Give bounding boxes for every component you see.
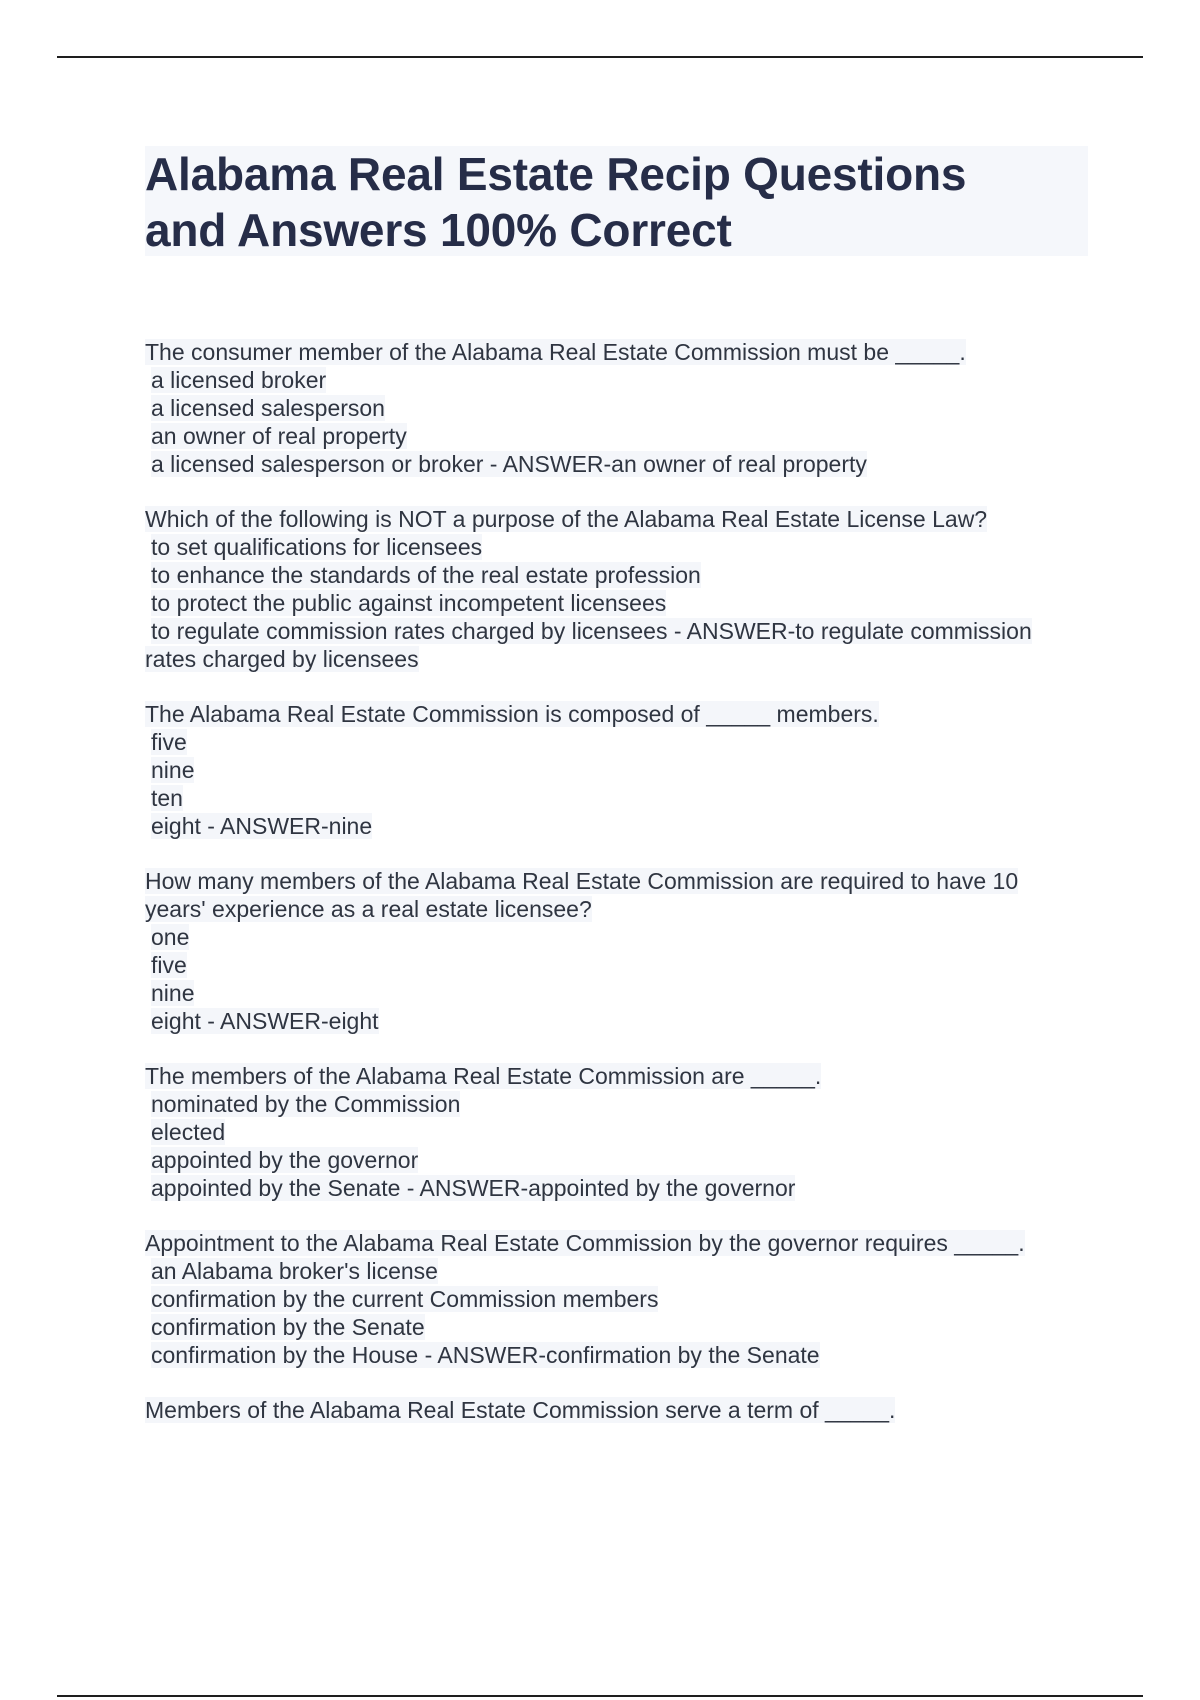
answer-option: a licensed broker bbox=[151, 367, 327, 393]
answer-option-with-answer: to regulate commission rates charged by licensees - ANSWER-to regulate commission bbox=[151, 618, 1032, 644]
question-block-2 bbox=[145, 505, 1085, 673]
answer-option: confirmation by the Senate bbox=[151, 1314, 425, 1340]
question-text: Which of the following is NOT a purpose of the Alabama Real Estate License Law? bbox=[145, 506, 988, 532]
question-block-5 bbox=[145, 1062, 1085, 1202]
answer-option: one bbox=[151, 924, 190, 950]
question-text-continuation: years' experience as a real estate licensee? bbox=[145, 896, 592, 922]
answer-option-with-answer: appointed by the Senate - ANSWER-appointed by the governor bbox=[151, 1175, 796, 1201]
answer-continuation: rates charged by licensees bbox=[145, 646, 419, 672]
question-text: The consumer member of the Alabama Real Estate Commission must be _____. bbox=[145, 339, 966, 365]
title-block bbox=[145, 146, 1088, 256]
question-block-1 bbox=[145, 338, 1085, 478]
answer-option-with-answer: eight - ANSWER-nine bbox=[151, 813, 373, 839]
answer-option: ten bbox=[151, 785, 183, 811]
qa-list bbox=[145, 338, 1085, 1451]
answer-option: to enhance the standards of the real estate profession bbox=[151, 562, 701, 588]
question-text: Appointment to the Alabama Real Estate Commission by the governor requires _____. bbox=[145, 1230, 1025, 1256]
answer-option: an Alabama broker's license bbox=[151, 1258, 438, 1284]
answer-option: five bbox=[151, 729, 187, 755]
answer-option: nine bbox=[151, 980, 195, 1006]
title-line-2: and Answers 100% Correct bbox=[145, 204, 732, 256]
answer-option-with-answer: eight - ANSWER-eight bbox=[151, 1008, 379, 1034]
question-text: The Alabama Real Estate Commission is composed of _____ members. bbox=[145, 701, 879, 727]
answer-option-with-answer: a licensed salesperson or broker - ANSWER-an owner of real property bbox=[151, 451, 867, 477]
answer-option: a licensed salesperson bbox=[151, 395, 385, 421]
title-line-1: Alabama Real Estate Recip Questions bbox=[145, 148, 967, 200]
answer-option-with-answer: confirmation by the House - ANSWER-confirmation by the Senate bbox=[151, 1342, 820, 1368]
header-rule bbox=[57, 56, 1143, 58]
question-block-6 bbox=[145, 1229, 1085, 1369]
answer-option: elected bbox=[151, 1119, 226, 1145]
answer-option: five bbox=[151, 952, 187, 978]
answer-option: appointed by the governor bbox=[151, 1147, 419, 1173]
answer-option: to set qualifications for licensees bbox=[151, 534, 483, 560]
answer-option: to protect the public against incompetent licensees bbox=[151, 590, 667, 616]
answer-option: nine bbox=[151, 757, 195, 783]
question-text: How many members of the Alabama Real Estate Commission are required to have 10 bbox=[145, 868, 1019, 894]
question-block-3 bbox=[145, 700, 1085, 840]
question-text: The members of the Alabama Real Estate Commission are _____. bbox=[145, 1063, 822, 1089]
answer-option: an owner of real property bbox=[151, 423, 407, 449]
footer-rule bbox=[57, 1695, 1143, 1697]
answer-option: nominated by the Commission bbox=[151, 1091, 461, 1117]
question-block-7 bbox=[145, 1396, 1085, 1424]
question-text: Members of the Alabama Real Estate Commission serve a term of _____. bbox=[145, 1397, 896, 1423]
question-block-4 bbox=[145, 867, 1085, 1035]
document-title bbox=[145, 146, 1088, 258]
answer-option: confirmation by the current Commission members bbox=[151, 1286, 659, 1312]
